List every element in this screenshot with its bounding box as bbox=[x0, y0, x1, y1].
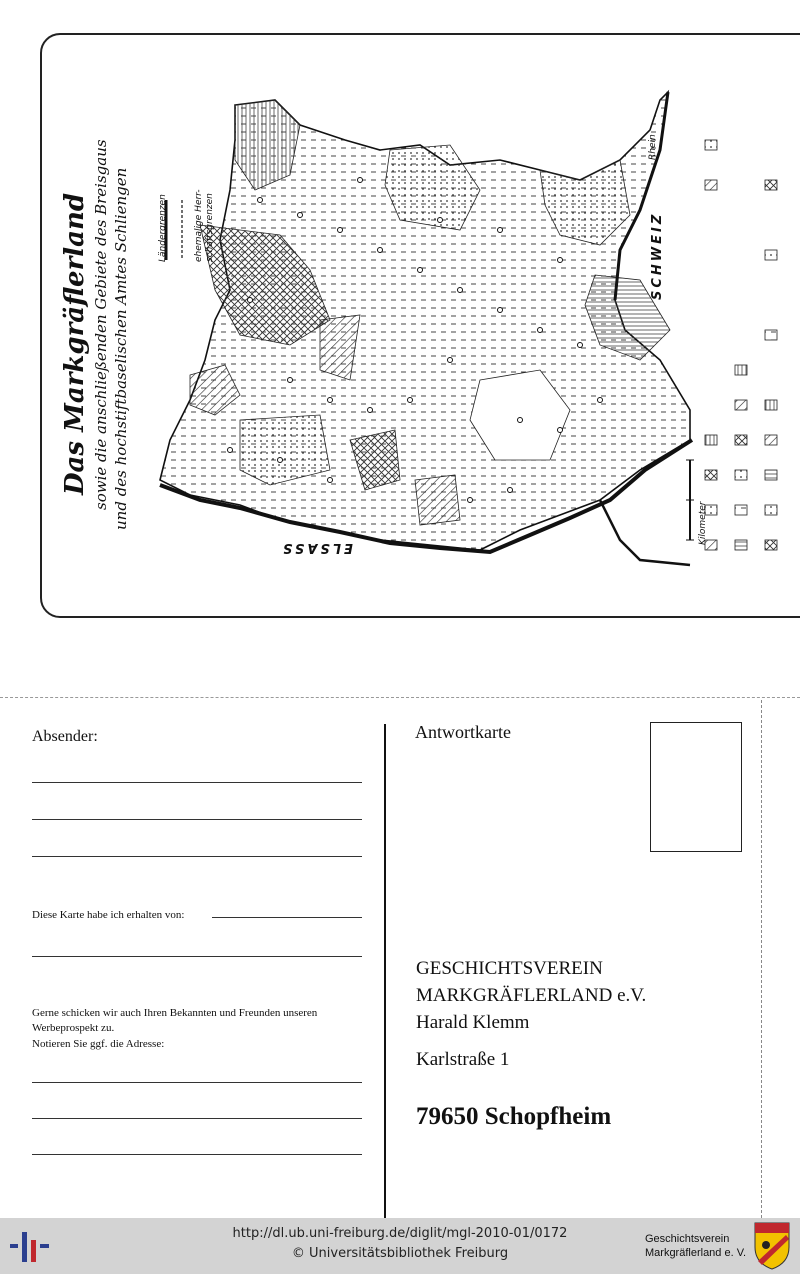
scale-bar bbox=[686, 460, 694, 540]
referral-text-1: Gerne schicken wir auch Ihren Bekannten und Freunden unseren bbox=[32, 1007, 318, 1019]
society-name-line-1: Geschichtsverein bbox=[645, 1233, 730, 1245]
map-subtitle-1: sowie die anschließenden Gebiete des Breisgaus bbox=[92, 139, 110, 510]
sender-label: Absender: bbox=[32, 728, 98, 745]
addressee-postal-city: 79650 Schopfheim bbox=[416, 1103, 612, 1130]
document-url[interactable]: http://dl.ub.uni-freiburg.de/diglit/mgl-2010-01/0172 bbox=[232, 1226, 568, 1241]
referral-text-2: Werbeprospekt zu. bbox=[32, 1022, 115, 1034]
copyright-text: © Universitätsbibliothek Freiburg bbox=[291, 1246, 509, 1261]
society-name bbox=[645, 1232, 746, 1260]
referral-text-3: Notieren Sie ggf. die Adresse: bbox=[32, 1038, 165, 1050]
addressee-line-2: MARKGRÄFLERLAND e.V. bbox=[416, 985, 647, 1006]
sender-line-2[interactable] bbox=[32, 819, 362, 820]
received-from-line-2[interactable] bbox=[32, 956, 362, 957]
sender-line-1[interactable] bbox=[32, 782, 362, 783]
addressee-line-3: Harald Klemm bbox=[416, 1012, 530, 1033]
legend-boundary-label-3: schaftsgrenzen bbox=[205, 193, 215, 262]
stamp-box bbox=[650, 722, 742, 852]
boundary-legend bbox=[166, 200, 182, 260]
map-subtitle-2: und des hochstiftbaselischen Amtes Schliengen bbox=[112, 167, 130, 530]
fold-line bbox=[0, 697, 800, 698]
card-title: Antwortkarte bbox=[415, 722, 511, 742]
territory-legend bbox=[705, 140, 777, 550]
card-divider bbox=[384, 724, 386, 1218]
label-elsass: ELSASS bbox=[280, 540, 353, 555]
received-from-line-1[interactable] bbox=[212, 917, 362, 918]
addressee-line-1: GESCHICHTSVEREIN bbox=[416, 958, 603, 979]
referral-line-3[interactable] bbox=[32, 1154, 362, 1155]
legend-boundary-label-1: Ländergrenzen bbox=[158, 194, 168, 262]
addressee-street: Karlstraße 1 bbox=[416, 1049, 510, 1070]
society-name-line-2: Markgräflerland e. V. bbox=[645, 1247, 747, 1259]
footer-bar bbox=[0, 1218, 800, 1274]
label-rhein: Rhein bbox=[648, 134, 658, 160]
map-title: Das Markgräflerland bbox=[60, 192, 90, 495]
received-from-label: Diese Karte habe ich erhalten von: bbox=[32, 909, 185, 921]
sender-section bbox=[0, 700, 384, 1218]
sender-line-3[interactable] bbox=[32, 856, 362, 857]
coat-of-arms-icon bbox=[752, 1221, 792, 1271]
label-schweiz: SCHWEIZ bbox=[650, 211, 665, 300]
legend-boundary-label-2: ehemalige Herr- bbox=[194, 189, 204, 262]
card-edge-perforation bbox=[761, 700, 762, 1218]
scale-label: Kilometer bbox=[698, 501, 708, 545]
referral-line-2[interactable] bbox=[32, 1118, 362, 1119]
referral-line-1[interactable] bbox=[32, 1082, 362, 1083]
